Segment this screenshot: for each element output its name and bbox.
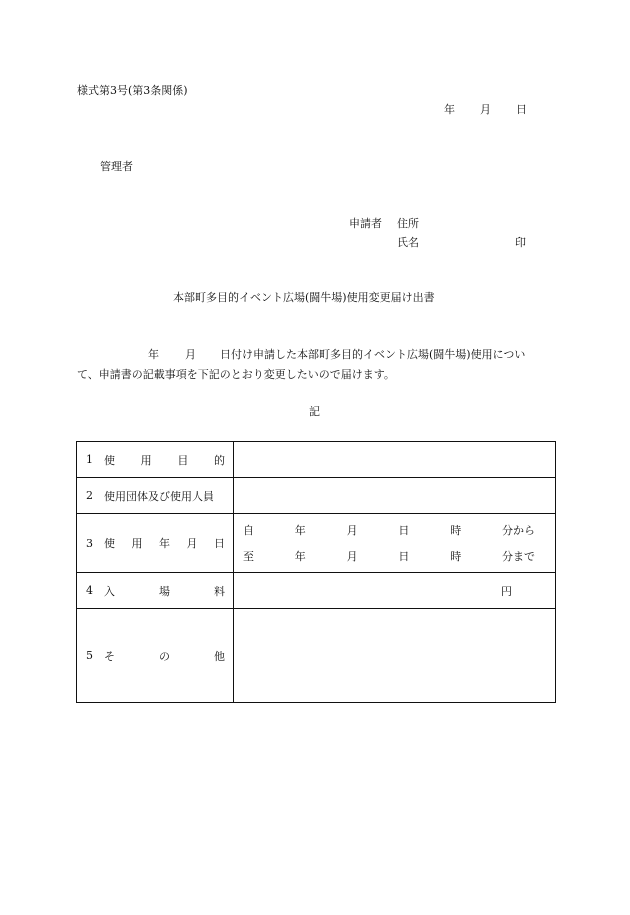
table-row [77,609,556,703]
form-table [76,441,556,703]
row-label-cell [77,478,234,514]
document-title: 本部町多目的イベント広場(闘牛場)使用変更届け出書 [173,291,435,304]
row-number: 1 [86,453,93,466]
form-number: 様式第3号(第3条関係) [77,84,188,97]
applicant-address-label: 住所 [397,217,419,230]
row-label-other: そ の 他 [104,649,225,663]
row-number: 5 [86,649,93,662]
row-label-cell [77,442,234,478]
date-from-line: 自 年 月 日 時 分から [243,524,535,537]
row-label-cell [77,573,234,609]
row-label-cell [77,514,234,573]
other-value-cell[interactable] [234,609,556,703]
row-number: 3 [86,536,93,550]
date-month-label: 月 [480,103,491,116]
table-row [77,514,556,573]
table-row [77,442,556,478]
date-value-cell[interactable] [234,514,556,573]
date-to-line: 至 年 月 日 時 分まで [243,550,535,563]
row-label-date: 使 用 年 月 日 [104,537,225,550]
row-label-purpose: 使 用 目 的 [104,453,225,467]
row-label-cell [77,609,234,703]
body-year-label: 年 [148,348,159,361]
row-label-group: 使用団体及び使用人員 [104,489,214,503]
date-year-label: 年 [444,103,455,116]
seal-label: 印 [515,236,526,249]
purpose-value-cell[interactable] [234,442,556,478]
fee-unit: 円 [501,584,512,598]
fee-value-cell[interactable] [234,573,556,609]
addressee: 管理者 [100,160,133,173]
table-row [77,573,556,609]
table-row [77,478,556,514]
ki-heading: 記 [309,405,320,418]
body-month-label: 月 [185,348,196,361]
body-line-1: 日付け申請した本部町多目的イベント広場(闘牛場)使用につい [220,348,526,361]
date-day-label: 日 [516,103,527,116]
applicant-role-label: 申請者 [349,217,382,230]
body-line-2: て、申請書の記載事項を下記のとおり変更したいので届けます。 [77,368,395,381]
applicant-name-label: 氏名 [397,236,419,249]
row-label-fee: 入 場 料 [104,584,225,598]
row-number: 4 [86,584,93,597]
group-value-cell[interactable] [234,478,556,514]
row-number: 2 [86,489,93,502]
